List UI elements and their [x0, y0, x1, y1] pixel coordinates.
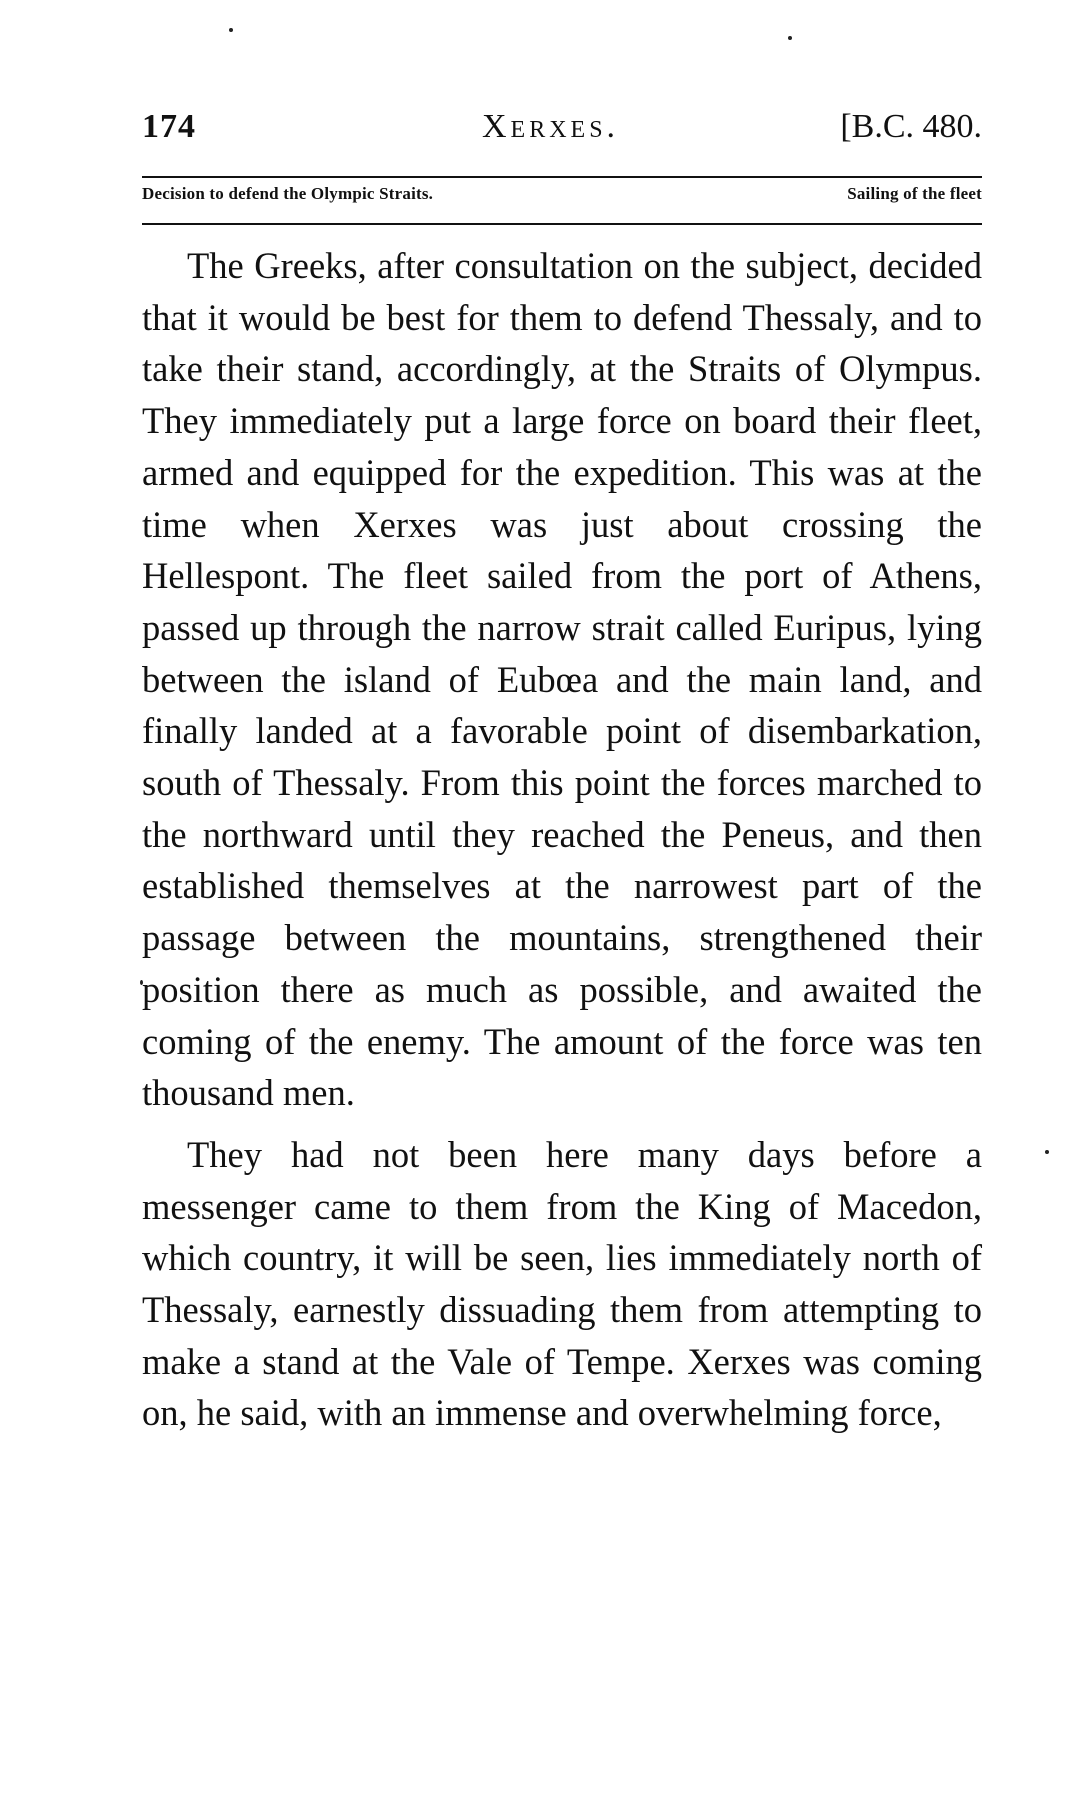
sidenote-left: Decision to defend the Olympic Straits.	[142, 184, 434, 203]
page-header	[142, 108, 982, 158]
paragraph: The Greeks, after consultation on the subject, decided that it would be best for them to defend Thessaly, and to take their stand, accordingly, at the Straits of Olympus. They immediately put a large force on board their fleet, armed and equipped for the expedition. This was at the time when Xerxes was just about crossing the Hellespont. The fleet sailed from the port of Athens, passed up through the narrow strait called Euripus, lying between the island of Eubœa and the main land, and finally landed at a favorable point of disembarkation, south of Thessaly. From this point the forces marched to the northward until they reached the Peneus, and then established themselves at the narrowest part of the passage between the mountains, strengthened their position there as much as possible, and awaited the coming of the enemy. The amount of the force was ten thousand men.	[142, 245, 982, 1114]
paragraph: They had not been here many days before a messenger came to them from the King of Macedon, which country, it will be seen, lies immediately north of Thessaly, earnestly dissuading them from attempting to make a stand at the Vale of Tempe. Xerxes was coming on, he said, with an immense and overwhelming force,	[142, 1133, 982, 1434]
body-text	[142, 240, 982, 1439]
header-rule	[142, 176, 982, 178]
print-speck	[229, 28, 233, 32]
print-speck	[788, 36, 792, 40]
date-reference: [B.C. 480.	[840, 108, 982, 145]
sidenote-rule	[142, 223, 982, 225]
running-title: Xerxes.	[482, 108, 620, 145]
print-speck	[1045, 1150, 1049, 1154]
sidenote-right: Sailing of the fleet	[847, 184, 982, 203]
page-number: 174	[142, 108, 196, 145]
